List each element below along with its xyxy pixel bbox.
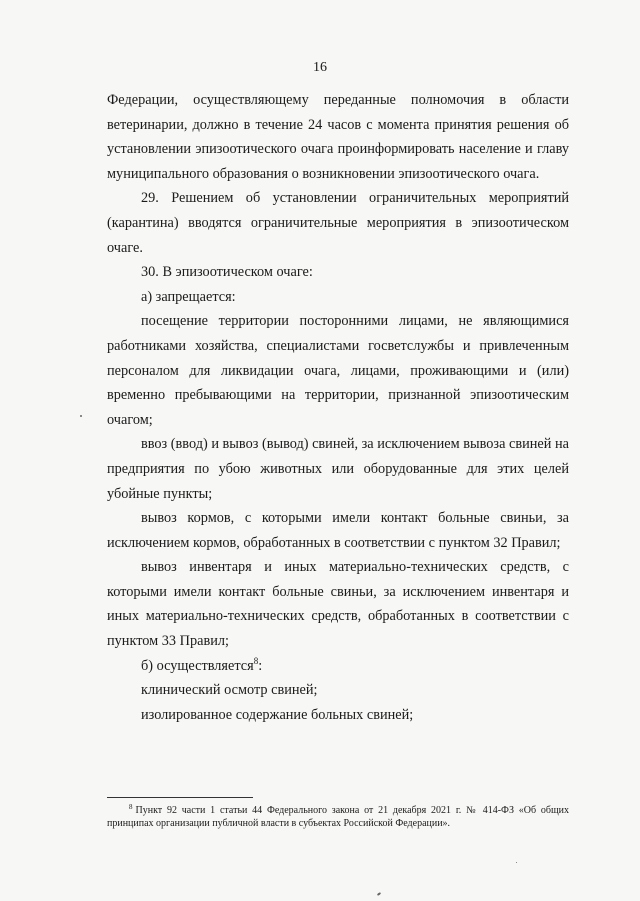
scan-speck: [516, 862, 517, 863]
paragraph-30a: а) запрещается:: [141, 288, 236, 305]
paragraph-30: 30. В эпизоотическом очаге:: [141, 264, 313, 281]
scan-speck: [377, 892, 381, 896]
paragraph-equipment-ban: вывоз инвентаря и иных материально-технических средств, с которыми имели контакт больные свиньи, за исключением инвентаря и иных материально-технических средств, обработанных в соответствии с пунктом 33 Правил;: [107, 559, 569, 650]
page-number: 16: [313, 60, 327, 75]
paragraph-isolation: изолированное содержание больных свиней;: [141, 706, 414, 723]
paragraph-30b: [107, 654, 569, 679]
paragraph-29: 29. Решением об установлении ограничительных мероприятий (карантина) вводятся ограничительные мероприятия в эпизоотическом очаге.: [107, 190, 569, 256]
footnote: [107, 804, 569, 830]
footnote-separator: [107, 797, 253, 798]
scan-speck: [80, 415, 82, 417]
paragraph-30b-text: б) осуществляется: [141, 657, 254, 674]
document-body: [107, 88, 569, 727]
footnote-text: Пункт 92 части 1 статьи 44 Федерального закона от 21 декабря 2021 г. № 414-ФЗ «Об общих принципах организации публичной власти в субъектах Российской Федерации».: [107, 805, 569, 829]
paragraph-import-export-ban: ввоз (ввод) и вывоз (вывод) свиней, за исключением вывоза свиней на предприятия по убою животных или оборудованные для этих целей убойные пункты;: [107, 436, 569, 502]
paragraph-1: Федерации, осуществляющему переданные полномочия в области ветеринарии, должно в течение 24 часов с момента принятия решения об установлении эпизоотического очага проинформировать население и главу муниципального образования о возникновении эпизоотического очага.: [107, 92, 569, 182]
paragraph-visit-ban: посещение территории посторонними лицами, не являющимися работниками хозяйства, специалистами госветслужбы и привлеченным персоналом для ликвидации очага, лицами, проживающими и (или) временно пребывающими на территории, признанной эпизоотическим очагом;: [107, 313, 569, 428]
paragraph-clinical-inspection: клинический осмотр свиней;: [141, 682, 318, 699]
footnote-reference[interactable]: 8: [253, 655, 259, 666]
footnote-mark: 8: [129, 802, 133, 811]
paragraph-30b-tail: :: [258, 657, 263, 674]
paragraph-feed-ban: вывоз кормов, с которыми имели контакт больные свиньи, за исключением кормов, обработанных в соответствии с пунктом 32 Правил;: [107, 510, 569, 551]
